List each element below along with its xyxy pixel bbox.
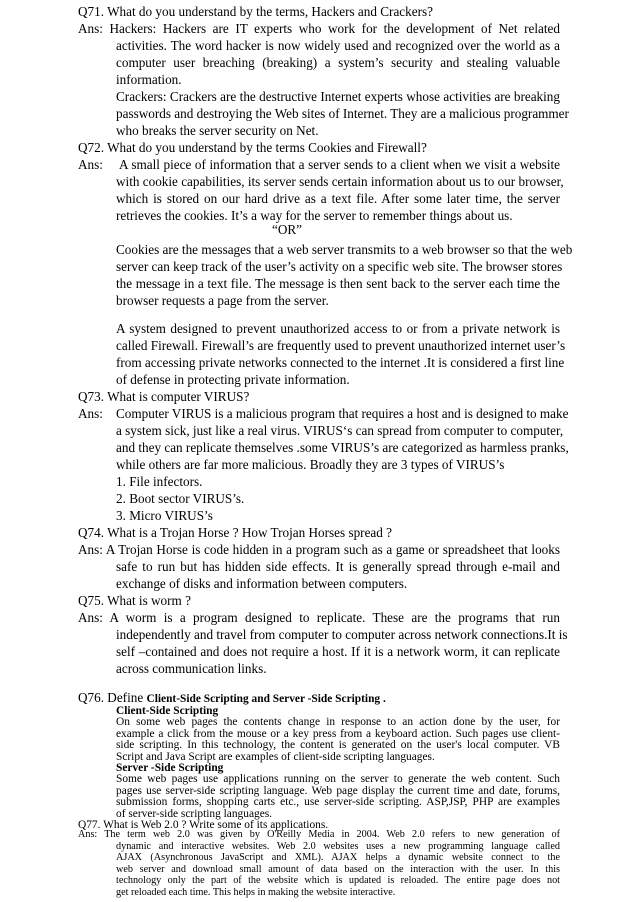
answer-71-line: Ans: Hackers: Hackers are IT experts who work for the development of Net related <box>78 21 560 36</box>
answer-72-line: from accessing private networks connected to the internet .It is considered a first line <box>116 355 565 370</box>
answer-77-line: technology only the part of the website which is updated is reloaded. The entire page does not <box>116 875 560 887</box>
answer-74-line: safe to run but has hidden side effects. It is generally spread through e-mail and <box>116 559 560 574</box>
client-side-heading: Client-Side Scripting <box>116 704 219 717</box>
answer-72-line: of defense in protecting private information. <box>116 372 350 387</box>
question-76-title: Client-Side Scripting and Server -Side Scripting . <box>146 693 386 705</box>
answer-75-line: Ans: A worm is a program designed to replicate. These are the programs that run <box>78 610 560 625</box>
answer-label: Ans: <box>78 406 103 421</box>
server-side-line: pages use server-side scripting language. Web page display the current time and date, forums, <box>116 784 560 797</box>
answer-label: Ans: <box>78 157 103 172</box>
question-74: Q74. What is a Trojan Horse ? How Trojan Horses spread ? <box>78 525 393 540</box>
answer-75-line: across communication links. <box>116 661 267 676</box>
answer-73-line: and they can replicate themselves .some VIRUS’s are categorized as harmless pranks, <box>116 440 569 455</box>
answer-74-line: Ans: A Trojan Horse is code hidden in a program such as a game or spreadsheet that looks <box>78 542 560 557</box>
answer-77-line: AJAX (Asynchronous JavaScript and XML). AJAX helps a dynamic website connect to the <box>116 852 560 864</box>
answer-71-line: activities. The word hacker is now widely used and recognized over the world as a <box>116 38 560 53</box>
answer-72-line: browser requests a page from the server. <box>116 293 329 308</box>
answer-77-line: get reloaded each time. This helps in making the website interactive. <box>116 886 396 898</box>
answer-74-line: exchange of disks and information between computers. <box>116 576 408 591</box>
client-side-line: side scripting. In this technology, the content is generated on the user's local computer. VB <box>116 739 560 752</box>
answer-77-line: Ans: The term web 2.0 was given by O'Reilly Media in 2004. Web 2.0 refers to new generation of <box>78 829 560 841</box>
answer-77-line: dynamic and interactive websites. Web 2.0 websites uses a new programming language called <box>116 840 560 852</box>
server-side-line: submission forms, shopping carts etc., use server-side scripting. ASP,JSP, PHP are examples <box>116 796 560 809</box>
answer-71-line: information. <box>116 72 182 87</box>
answer-72-line: retrieves the cookies. It’s a way for the server to remember things about us. <box>116 208 513 223</box>
answer-73-line: a system sick, just like a real virus. VIRUS‘s can spread from computer to computer, <box>116 423 564 438</box>
answer-71-line: computer user breaching (breaking) a system’s security and stealing valuable <box>116 55 560 70</box>
question-76-prefix: Q76. Define <box>78 690 147 705</box>
answer-73-line: Computer VIRUS is a malicious program that requires a host and is designed to make <box>116 406 569 421</box>
server-side-heading: Server -Side Scripting <box>116 762 224 774</box>
answer-75-line: independently and travel from computer to computer across network connections.It is <box>116 627 568 642</box>
list-item: 3. Micro VIRUS’s <box>116 508 213 523</box>
answer-71-line: who breaks the server security on Net. <box>116 123 319 138</box>
answer-72-line: Cookies are the messages that a web server transmits to a web browser so that the web <box>116 242 573 257</box>
answer-75-line: self –contained and does not require a host. If it is a network worm, it can replicate <box>116 644 560 659</box>
answer-72-line: called Firewall. Firewall’s are frequently used to prevent unauthorized internet user’s <box>116 338 566 353</box>
server-side-line: Some web pages use applications running on the server to generate the web content. Such <box>116 773 560 786</box>
answer-73-line: while others are far more malicious. Broadly they are 3 types of VIRUS’s <box>116 457 505 472</box>
answer-77-line: web server and download small amount of data based on the interaction with the user. In this <box>116 863 560 875</box>
client-side-line: Script and Java Script are examples of client-side scripting languages. <box>116 750 435 763</box>
answer-71-line: Crackers: Crackers are the destructive Internet experts whose activities are breaking <box>116 89 560 104</box>
question-77: Q77. What is Web 2.0 ? Write some of its applications. <box>78 819 329 832</box>
list-item: 1. File infectors. <box>116 474 203 489</box>
list-item: 2. Boot sector VIRUS’s. <box>116 491 245 506</box>
client-side-line: example a click from the mouse or a key press from a keyboard action. Such pages use client- <box>116 727 560 740</box>
or-separator: “OR” <box>272 222 303 237</box>
answer-72-line: server can keep track of the user’s activity on a specific web site. The browser stores <box>116 259 563 274</box>
question-72: Q72. What do you understand by the terms Cookies and Firewall? <box>78 140 427 155</box>
question-75: Q75. What is worm ? <box>78 593 191 608</box>
server-side-line: of server-side scripting languages. <box>116 807 273 820</box>
client-side-line: On some web pages the contents change in response to an action done by the user, for <box>116 716 560 729</box>
answer-72-line: A system designed to prevent unauthorized access to or from a private network is <box>116 321 560 336</box>
answer-72-line: with cookie capabilities, its server sends certain information about us to our browser, <box>116 174 564 189</box>
answer-72-line: which is stored on our hard drive as a text file. After some later time, the server <box>116 191 560 206</box>
answer-71-line: passwords and destroying the Web sites of Internet. They are a malicious programmer <box>116 106 569 121</box>
question-71: Q71. What do you understand by the terms, Hackers and Crackers? <box>78 4 433 19</box>
question-73: Q73. What is computer VIRUS? <box>78 389 250 404</box>
answer-72-line: the message in a text file. The message is then sent back to the server each time the <box>116 276 560 291</box>
answer-72-line: A small piece of information that a server sends to a client when we visit a website <box>119 157 560 172</box>
